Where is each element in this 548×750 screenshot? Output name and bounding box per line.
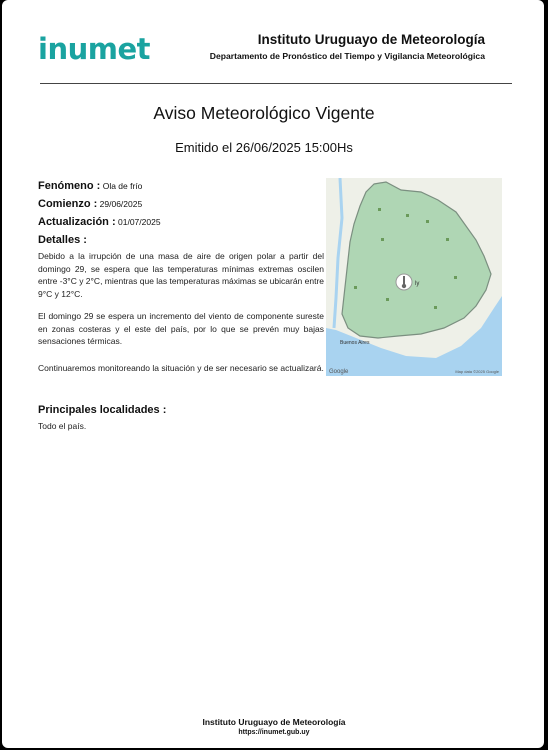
update-value: 01/07/2025 <box>118 217 161 227</box>
details-paragraph-3: Continuaremos monitoreando la situación y de ser necesario se actualizará. <box>38 363 324 373</box>
footer-org: Instituto Uruguayo de Meteorología <box>202 717 346 727</box>
footer-url: https://inumet.gub.uy <box>238 729 310 736</box>
localities-label: Principales localidades : <box>38 404 167 416</box>
issued-date: Emitido el 26/06/2025 15:00Hs <box>175 140 353 155</box>
details-paragraph-2: El domingo 29 se espera un incremento del viento de componente sureste en zonas costeras y el este del país, por lo que se prevén muy bajas sensaciones térmicas. <box>38 311 324 347</box>
start-value: 29/06/2025 <box>99 199 143 209</box>
map-attribution: Map data ©2025 Google <box>455 369 499 374</box>
map-city-label: Buenos Aires <box>340 340 370 346</box>
map-country-abbr: ly <box>415 281 420 287</box>
org-subtitle: Departamento de Pronóstico del Tiempo y Vigilancia Meteorológica <box>209 51 485 61</box>
map-google-label: Google <box>329 369 349 375</box>
phenomenon-value: Ola de frío <box>102 181 143 191</box>
start-field <box>38 198 142 210</box>
warning-map <box>326 178 502 376</box>
update-label: Actualización : <box>38 216 116 228</box>
phenomenon-field <box>38 180 142 192</box>
details-label: Detalles : <box>38 234 87 246</box>
temperature-marker-icon <box>396 274 412 290</box>
localities-value: Todo el país. <box>38 421 87 431</box>
document-page <box>2 0 544 748</box>
start-label: Comienzo : <box>38 198 98 210</box>
details-paragraph-1: Debido a la irrupción de una masa de aire de origen polar a partir del domingo 29, se espera que las temperaturas mínimas extremas oscilen entre -3°C y 2°C, mientras que las temperaturas máximas se ubicarán entre 9°C y 12°C. <box>38 251 325 299</box>
org-title: Instituto Uruguayo de Meteorología <box>257 32 485 47</box>
phenomenon-label: Fenómeno : <box>38 180 101 192</box>
inumet-logo: inumet <box>38 32 150 66</box>
document-title: Aviso Meteorológico Vigente <box>153 103 375 123</box>
update-field <box>38 216 161 228</box>
header-divider <box>40 83 512 84</box>
